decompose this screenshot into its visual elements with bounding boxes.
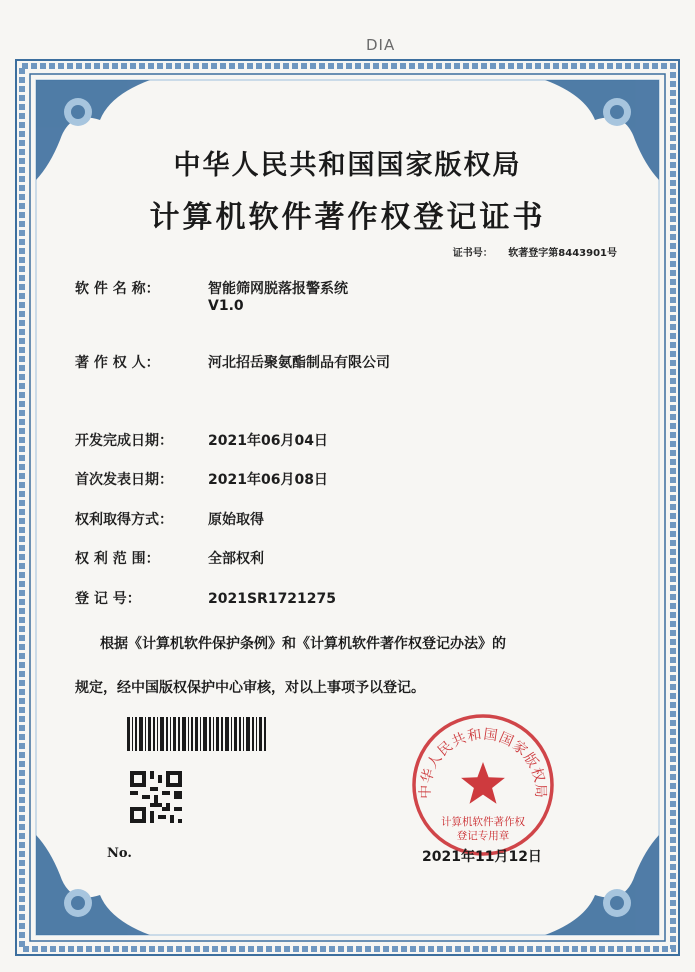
certificate-number — [453, 244, 617, 259]
field-label: 首次发表日期： — [75, 472, 173, 488]
issuer-title: 中华人民共和国国家版权局 — [173, 150, 522, 181]
certificate-title: 计算机软件著作权登记证书 — [149, 200, 546, 235]
qr-code-image — [130, 771, 182, 823]
field-label: 权利取得方式： — [75, 512, 173, 528]
field-value: 2021SR1721275 — [208, 591, 337, 607]
field-label: 登 记 号： — [75, 591, 141, 607]
field-value: 河北招岳聚氨酯制品有限公司 — [208, 355, 390, 371]
field-label: 权 利 范 围： — [75, 551, 160, 567]
seal-line1: 计算机软件著作权 — [441, 816, 525, 828]
field-software-name — [75, 278, 348, 298]
legal-paragraph-line2: 规定，经中国版权保护中心审核，对以上事项予以登记。 — [75, 680, 425, 696]
field-registration-number — [75, 588, 336, 608]
serial-number-label: No. — [107, 846, 132, 861]
barcode-image — [127, 717, 267, 751]
field-value: 全部权利 — [208, 551, 264, 567]
issue-date: 2021年11月12日 — [422, 849, 542, 865]
software-version: V1.0 — [208, 298, 244, 314]
field-value: 智能筛网脱落报警系统 — [208, 281, 348, 297]
field-acquisition-method — [75, 509, 264, 529]
corner-ornament-bottom-right — [545, 835, 659, 935]
legal-paragraph-line1: 根据《计算机软件保护条例》和《计算机软件著作权登记办法》的 — [100, 636, 506, 652]
field-label: 著 作 权 人： — [75, 355, 160, 371]
handwritten-mark: DIA — [366, 36, 396, 54]
field-label: 软 件 名 称： — [75, 281, 160, 297]
field-label: 开发完成日期： — [75, 433, 173, 449]
seal-line2: 登记专用章 — [456, 830, 510, 842]
field-value: 2021年06月04日 — [208, 433, 328, 449]
corner-ornament-bottom-left — [36, 835, 150, 935]
seal-star — [461, 762, 505, 804]
seal-arc-text: 中华人民共和国国家版权局 — [417, 726, 549, 799]
certificate-number-label: 证书号： — [452, 248, 493, 259]
field-publication-date — [75, 469, 328, 489]
field-value: 原始取得 — [208, 512, 264, 528]
field-value: 2021年06月08日 — [208, 472, 328, 488]
field-rights-scope — [75, 548, 264, 568]
field-development-date — [75, 430, 328, 450]
field-copyright-owner — [75, 352, 390, 372]
certificate-number-value: 软著登字第8443901号 — [508, 248, 617, 259]
